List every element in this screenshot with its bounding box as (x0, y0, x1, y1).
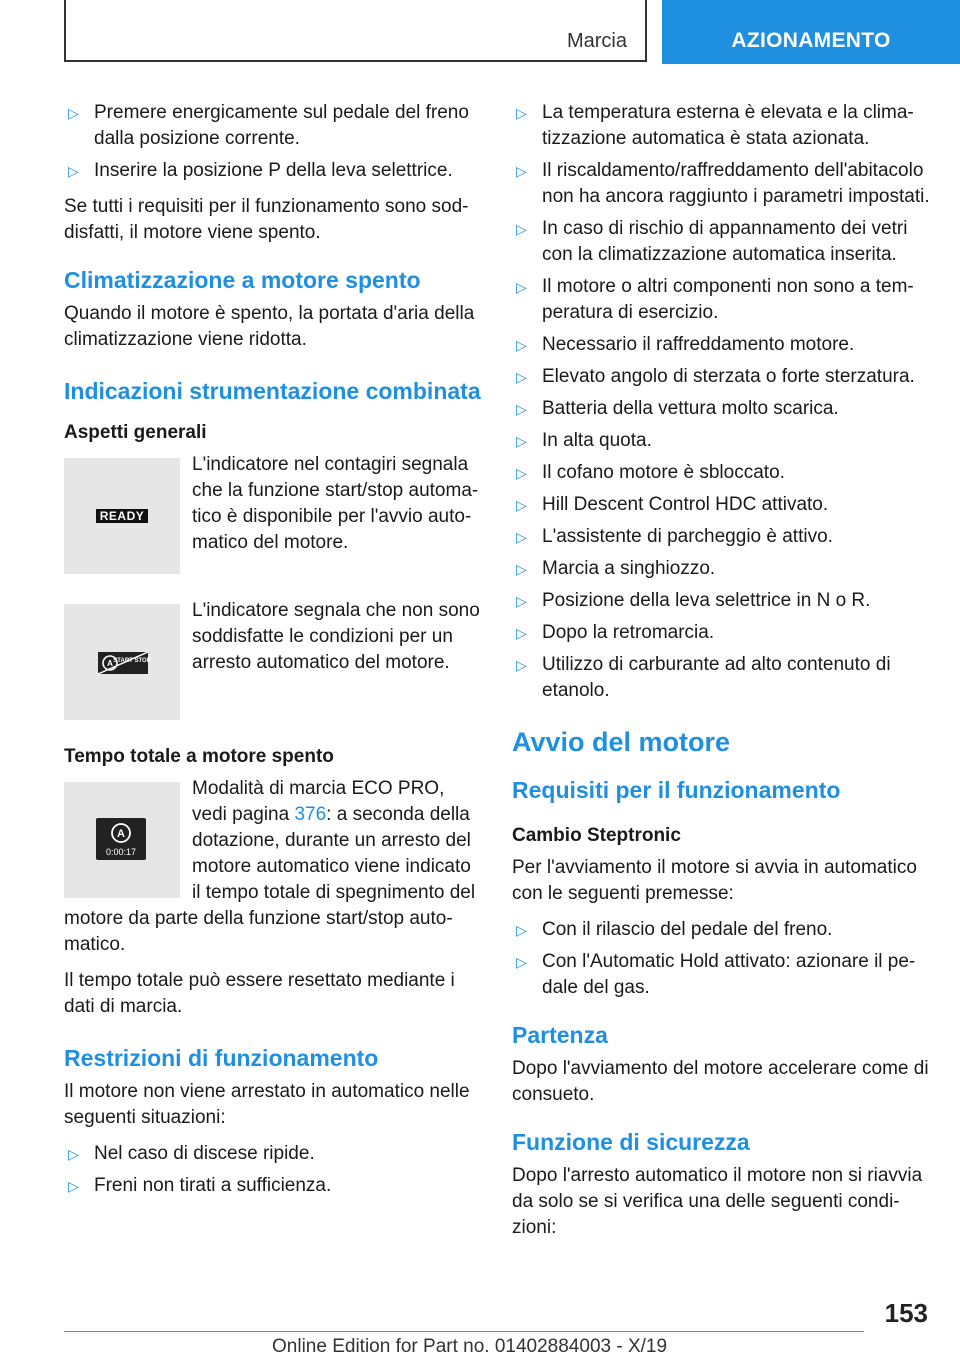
bullet-list (64, 100, 482, 184)
triangle-bullet-icon: ▷ (516, 221, 527, 237)
paragraph: Dopo l'arresto automatico il motore non si riavvia da solo se si verifica una delle seguenti condi-zioni: (512, 1165, 923, 1238)
footer-divider (64, 1331, 864, 1332)
heading-funzione-sicurezza: Funzione di sicurezza (512, 1129, 750, 1155)
list-item: ▷ Con l'Automatic Hold attivato: azionare il pe-dale del gas. (516, 951, 916, 998)
list-item: ▷ Elevato angolo di sterzata o forte sterzatura. (512, 364, 930, 390)
triangle-bullet-icon: ▷ (516, 529, 527, 545)
paragraph: Modalità di marcia ECO PRO, vedi pagina 376: a seconda della dotazione, durante un arresto del motore automatico viene indicato il tempo totale di spegnimento del motore da parte della funzione start/stop auto-matico. (64, 778, 476, 955)
heading-requisiti: Requisiti per il funzionamento (512, 777, 841, 803)
header-section-box (64, 0, 647, 62)
list-item: ▷ Il cofano motore è sbloccato. (512, 460, 930, 486)
auto-start-stop-timer-icon (64, 782, 180, 898)
triangle-bullet-icon: ▷ (68, 105, 79, 121)
heading-aspetti-generali: Aspetti generali (64, 422, 207, 443)
paragraph: Se tutti i requisiti per il funzionamento sono sod-disfatti, il motore viene spento. (64, 196, 469, 243)
tempo-block (64, 776, 482, 958)
heading-avvio-motore: Avvio del motore (512, 727, 731, 757)
triangle-bullet-icon: ▷ (516, 465, 527, 481)
list-item: ▷ Premere energicamente sul pedale del freno dalla posizione corrente. (68, 102, 469, 149)
paragraph: Dopo l'avviamento del motore accelerare come di consueto. (512, 1058, 929, 1105)
heading-tempo-totale: Tempo totale a motore spento (64, 746, 334, 767)
heading-climatizzazione: Climatizzazione a motore spento (64, 267, 421, 293)
list-item: ▷ La temperatura esterna è elevata e la clima-tizzazione automatica è stata azionata. (516, 102, 914, 149)
svg-text:A: A (117, 828, 125, 840)
page-number: 153 (884, 1298, 928, 1328)
page-reference-link[interactable]: 376 (294, 804, 327, 825)
paragraph: Per l'avviamento il motore si avvia in automatico con le seguenti premesse: (512, 857, 917, 904)
start-stop-indicator-block (64, 598, 482, 724)
triangle-bullet-icon: ▷ (516, 657, 527, 673)
triangle-bullet-icon: ▷ (516, 163, 527, 179)
list-item: ▷ Dopo la retromarcia. (512, 620, 930, 646)
start-stop-off-image (64, 604, 180, 720)
paragraph: L'indicatore segnala che non sono soddisfatte le condizioni per un arresto automatico del motore. (192, 600, 480, 673)
triangle-bullet-icon: ▷ (516, 433, 527, 449)
paragraph: Il motore non viene arrestato in automatico nelle seguenti situazioni: (64, 1081, 470, 1128)
triangle-bullet-icon: ▷ (516, 105, 527, 121)
list-item: ▷ Necessario il raffreddamento motore. (512, 332, 930, 358)
list-item: ▷ Hill Descent Control HDC attivato. (512, 492, 930, 518)
list-item: ▷ L'assistente di parcheggio è attivo. (512, 524, 930, 550)
bullet-list (512, 917, 930, 1001)
heading-cambio-steptronic: Cambio Steptronic (512, 825, 681, 846)
start-stop-off-icon (64, 604, 180, 720)
triangle-bullet-icon: ▷ (516, 561, 527, 577)
list-item: ▷ Freni non tirati a sufficienza. (64, 1173, 482, 1199)
chapter-tab (662, 0, 960, 64)
list-item: ▷ Posizione della leva selettrice in N o R. (512, 588, 930, 614)
list-item: ▷ Utilizzo di carburante ad alto contenuto di etanolo. (516, 654, 891, 701)
list-item: ▷ Inserire la posizione P della leva selettrice. (64, 158, 482, 184)
list-item: ▷ In caso di rischio di appannamento dei vetri con la climatizzazione automatica inserita. (516, 218, 908, 265)
triangle-bullet-icon: ▷ (68, 163, 79, 179)
triangle-bullet-icon: ▷ (516, 625, 527, 641)
triangle-bullet-icon: ▷ (516, 279, 527, 295)
paragraph: Il tempo totale può essere resettato mediante i dati di marcia. (64, 970, 455, 1017)
svg-text:A: A (107, 659, 113, 668)
ready-indicator-image (64, 458, 180, 574)
heading-restrizioni: Restrizioni di funzionamento (64, 1045, 379, 1071)
timer-text: 0:00:17 (105, 847, 137, 857)
triangle-bullet-icon: ▷ (516, 369, 527, 385)
list-item: ▷ Marcia a singhiozzo. (512, 556, 930, 582)
triangle-bullet-icon: ▷ (516, 593, 527, 609)
heading-partenza: Partenza (512, 1022, 608, 1048)
footer-edition: Online Edition for Part no. 01402884003 - X/19 (272, 1336, 668, 1357)
list-item: ▷ Con il rilascio del pedale del freno. (512, 917, 930, 943)
bullet-list (64, 1141, 482, 1199)
right-column (512, 100, 930, 1251)
list-item: ▷ Il motore o altri componenti non sono a tem-peratura di esercizio. (516, 276, 914, 323)
list-item: ▷ Il riscaldamento/raffreddamento dell'abitacolo non ha ancora raggiunto i parametri impostati. (516, 160, 930, 207)
timer-indicator-image (64, 782, 180, 898)
paragraph: Quando il motore è spento, la portata d'aria della climatizzazione viene ridotta. (64, 303, 475, 350)
triangle-bullet-icon: ▷ (516, 337, 527, 353)
list-item: ▷ In alta quota. (512, 428, 930, 454)
triangle-bullet-icon: ▷ (516, 922, 527, 938)
triangle-bullet-icon: ▷ (516, 954, 527, 970)
triangle-bullet-icon: ▷ (516, 401, 527, 417)
start-stop-text: START STOP (113, 658, 151, 664)
section-title: Marcia (566, 30, 627, 52)
left-column (64, 100, 482, 1209)
triangle-bullet-icon: ▷ (516, 497, 527, 513)
list-item: ▷ Nel caso di discese ripide. (64, 1141, 482, 1167)
paragraph: L'indicatore nel contagiri segnala che la funzione start/stop automa-tico è disponibile per l'avvio auto-matico del motore. (192, 454, 479, 553)
triangle-bullet-icon: ▷ (68, 1178, 79, 1194)
chapter-title: AZIONAMENTO (731, 29, 891, 52)
bullet-list (512, 100, 930, 704)
heading-indicazioni: Indicazioni strumentazione combinata (64, 378, 481, 404)
list-item: ▷ Batteria della vettura molto scarica. (512, 396, 930, 422)
ready-indicator-block (64, 452, 482, 578)
ready-badge: READY (96, 509, 148, 523)
triangle-bullet-icon: ▷ (68, 1146, 79, 1162)
